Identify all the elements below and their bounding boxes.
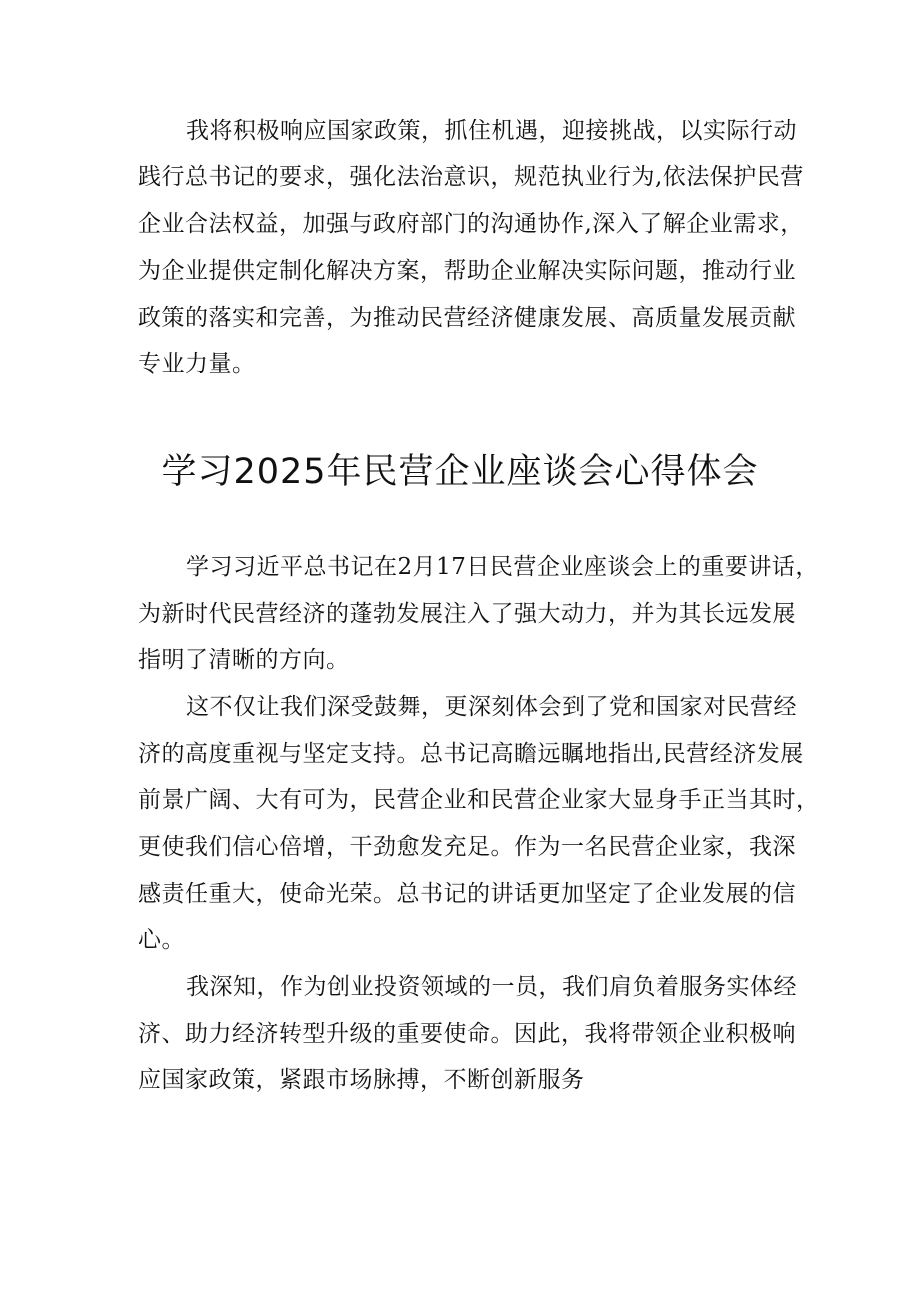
paragraph-3-line-2: 济、助力经济转型升级的重要使命。因此，我将带领企业积极响 [138,1021,796,1047]
continuation-line-2: 践行总书记的要求，强化法治意识，规范执业行为,依法保护民营 [138,164,804,190]
paragraph-1-line-1: 学习习近平总书记在2月17日民营企业座谈会上的重要讲话， [186,554,819,580]
continuation-line-1: 我将积极响应国家政策，抓住机遇，迎接挑战，以实际行动 [186,118,797,144]
continuation-line-6: 专业力量。 [138,351,256,377]
paragraph-3-line-1: 我深知，作为创业投资领域的一员，我们肩负着服务实体经 [186,974,797,1000]
paragraph-2-line-2: 济的高度重视与坚定支持。总书记高瞻远瞩地指出,民营经济发展 [138,741,804,767]
paragraph-2-line-6: 心。 [138,927,185,953]
paragraph-3-line-3: 应国家政策，紧跟市场脉搏，不断创新服务 [138,1067,585,1093]
paragraph-2-line-1: 这不仅让我们深受鼓舞，更深刻体会到了党和国家对民营经 [186,694,797,720]
continuation-line-3: 企业合法权益，加强与政府部门的沟通协作,深入了解企业需求， [138,211,804,237]
continuation-line-4: 为企业提供定制化解决方案，帮助企业解决实际问题，推动行业 [138,258,796,284]
paragraph-1-line-3: 指明了清晰的方向。 [138,647,350,673]
document-title: 学习2025年民营企业座谈会心得体会 [161,452,759,492]
continuation-line-5: 政策的落实和完善，为推动民营经济健康发展、高质量发展贡献 [138,305,796,331]
paragraph-2-line-5: 感责任重大，使命光荣。总书记的讲话更加坚定了企业发展的信 [138,881,796,907]
paragraph-1-line-2: 为新时代民营经济的蓬勃发展注入了强大动力，并为其长远发展 [138,601,796,627]
paragraph-2-line-4: 更使我们信心倍增，干劲愈发充足。作为一名民营企业家，我深 [138,834,796,860]
paragraph-2-line-3: 前景广阔、大有可为，民营企业和民营企业家大显身手正当其时， [138,787,820,813]
